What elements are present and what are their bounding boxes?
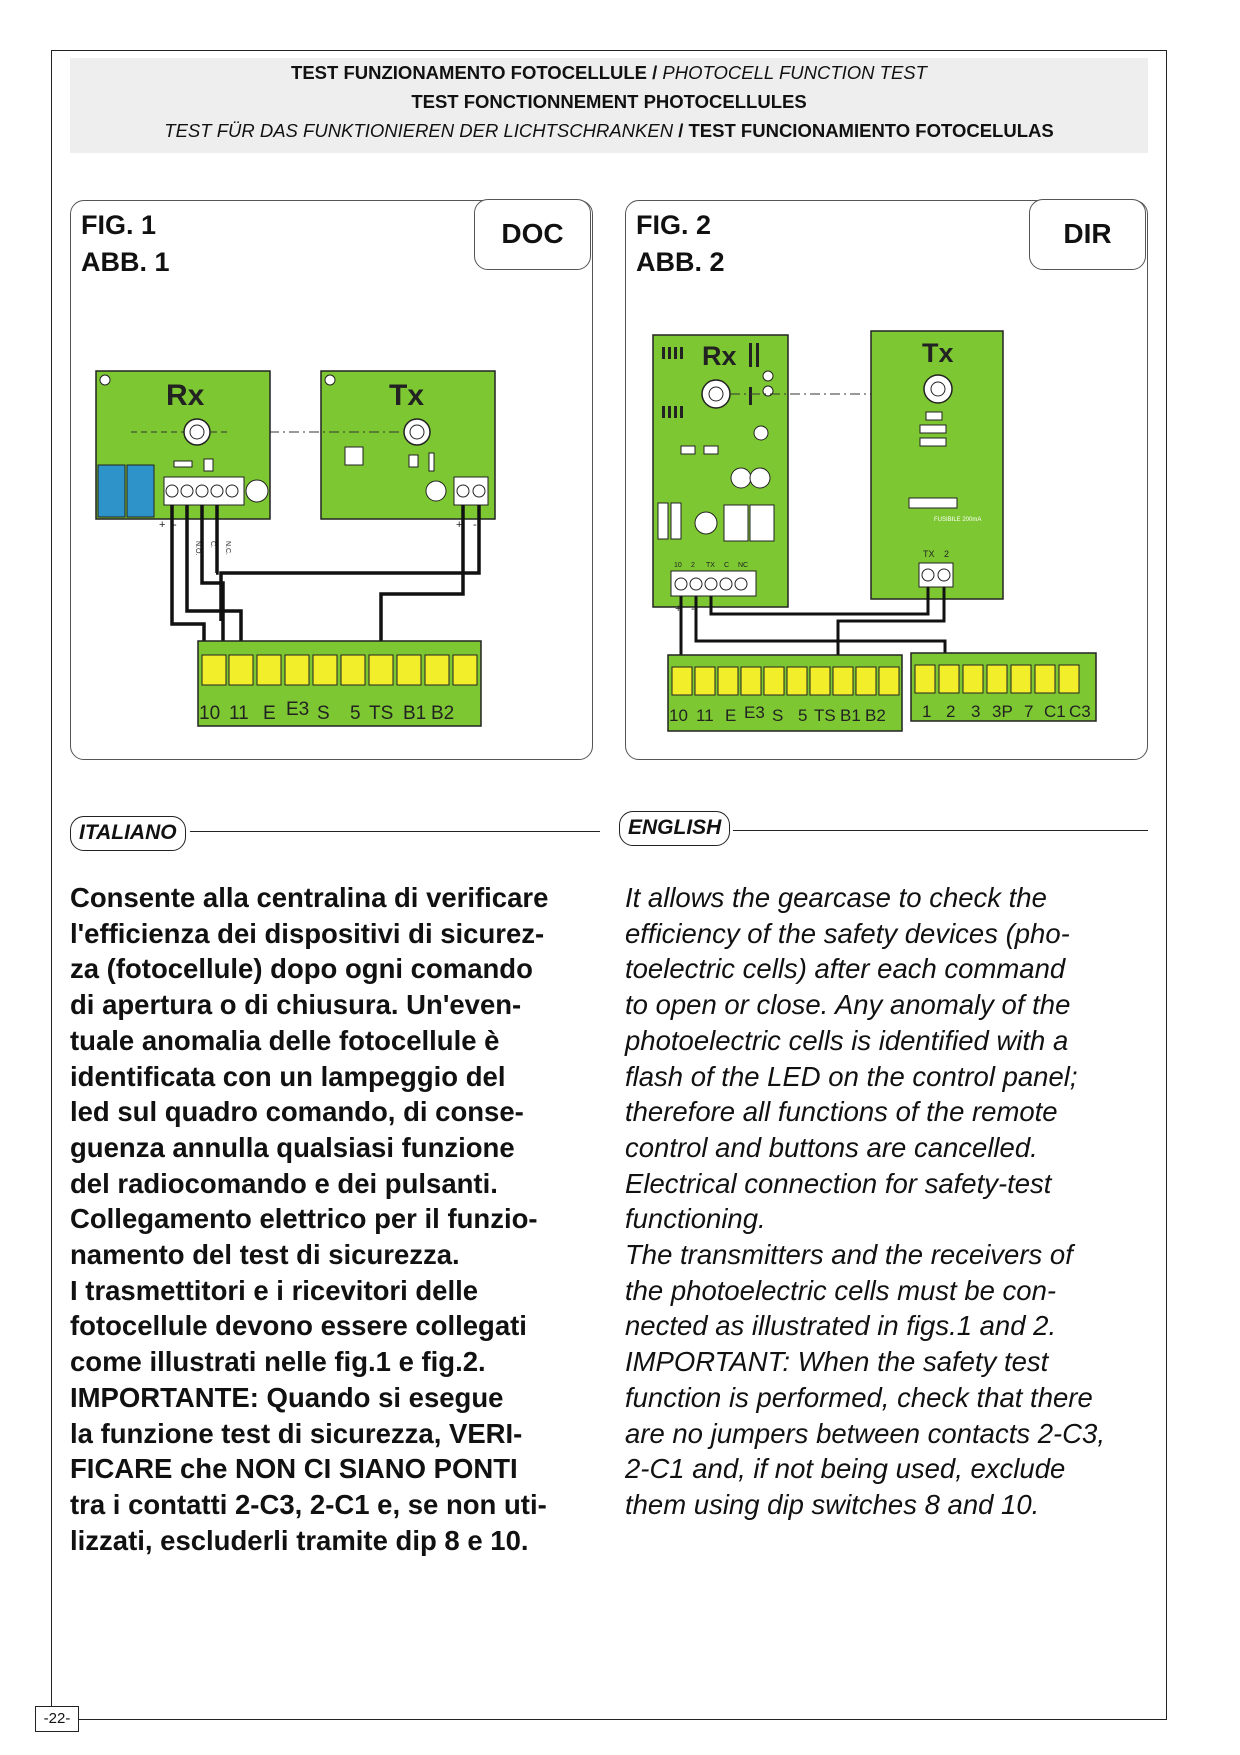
fig1-wiring-diagram bbox=[71, 201, 594, 761]
fig2-term-11: 11 bbox=[696, 706, 714, 725]
en-line: Electrical connection for safety-test bbox=[625, 1167, 1052, 1199]
it-line: la funzione test di sicurezza, VERI- bbox=[70, 1417, 523, 1449]
fig2-term-3: 3 bbox=[971, 702, 981, 721]
fig1-rx-term-c: C. bbox=[209, 541, 216, 548]
it-line: guenza annulla qualsiasi funzione bbox=[70, 1131, 515, 1163]
it-line: FICARE che NON CI SIANO PONTI bbox=[70, 1453, 518, 1485]
fig2-label bbox=[636, 207, 725, 281]
header-line-2 bbox=[70, 87, 1148, 116]
it-line: Consente alla centralina di verificare bbox=[70, 882, 549, 913]
fig2-term-c3: C3 bbox=[1069, 702, 1091, 721]
fig2-term-b1: B1 bbox=[840, 706, 861, 725]
fig2-term-1: 1 bbox=[922, 702, 932, 721]
fig1-tx-label: Tx bbox=[389, 379, 425, 412]
fig1-panel bbox=[70, 200, 593, 760]
fig2-term-7: 7 bbox=[1024, 702, 1034, 721]
header-title-en: PHOTOCELL FUNCTION TEST bbox=[657, 62, 927, 83]
italiano-text bbox=[70, 880, 600, 1558]
fig1-rx-term-no: N.O. bbox=[194, 541, 201, 556]
en-line: 2-C1 and, if not being used, exclude bbox=[625, 1453, 1066, 1485]
it-line: lizzati, escluderli tramite dip 8 e 10. bbox=[70, 1524, 529, 1556]
fig2-rx-term-2: 2 bbox=[691, 562, 695, 569]
fig2-rx-term-tx: TX bbox=[706, 562, 715, 569]
header-title-es: / TEST FUNCIONAMIENTO FOTOCELULAS bbox=[673, 120, 1054, 141]
fig2-tx-term-tx: TX bbox=[923, 549, 935, 559]
fig2-term-s: S bbox=[772, 706, 784, 725]
en-line: nected as illustrated in figs.1 and 2. bbox=[625, 1310, 1057, 1342]
header-title-fr: TEST FONCTIONNEMENT PHOTOCELLULES bbox=[411, 91, 807, 112]
fig2-title-de: ABB. 2 bbox=[636, 247, 725, 277]
en-line: control and buttons are cancelled. bbox=[625, 1131, 1038, 1163]
en-line: toelectric cells) after each command bbox=[625, 953, 1066, 985]
fig1-term-ts: TS bbox=[369, 703, 394, 724]
fig1-label bbox=[81, 207, 170, 281]
svg-text:+: + bbox=[456, 519, 463, 531]
fig1-term-e3: E3 bbox=[286, 699, 310, 720]
it-line: l'efficienza dei dispositivi di sicurez- bbox=[70, 917, 545, 949]
english-rule bbox=[733, 830, 1148, 831]
fig1-rx-label: Rx bbox=[166, 379, 205, 412]
en-line: to open or close. Any anomaly of the bbox=[625, 989, 1071, 1021]
svg-text:-: - bbox=[173, 519, 177, 531]
fig2-term-b2: B2 bbox=[865, 706, 886, 725]
svg-text:+: + bbox=[159, 519, 166, 531]
header-line-1 bbox=[70, 58, 1148, 87]
fig1-term-s: S bbox=[317, 703, 330, 724]
svg-text:+: + bbox=[675, 603, 682, 615]
it-line: namento del test di sicurezza. bbox=[70, 1239, 460, 1271]
it-line: led sul quadro comando, di conse- bbox=[70, 1096, 524, 1128]
it-line: del radiocomando e dei pulsanti. bbox=[70, 1167, 498, 1199]
fig2-tx-label: Tx bbox=[922, 338, 954, 368]
fig2-rx-term-10: 10 bbox=[674, 562, 682, 569]
fig1-rx-term-nc: N.C. bbox=[224, 541, 231, 555]
en-line: are no jumpers between contacts 2-C3, bbox=[625, 1417, 1105, 1449]
it-line: identificata con un lampeggio del bbox=[70, 1060, 506, 1092]
fig2-term-5: 5 bbox=[798, 706, 808, 725]
it-line: fotocellule devono essere collegati bbox=[70, 1310, 527, 1342]
fig1-term-10: 10 bbox=[199, 703, 221, 724]
en-line: therefore all functions of the remote bbox=[625, 1096, 1058, 1128]
en-line: functioning. bbox=[625, 1203, 766, 1235]
en-line: IMPORTANT: When the safety test bbox=[625, 1346, 1049, 1378]
it-line: za (fotocellule) dopo ogni comando bbox=[70, 953, 533, 985]
svg-text:-: - bbox=[942, 598, 946, 610]
english-tag: ENGLISH bbox=[619, 811, 730, 846]
en-line: The transmitters and the receivers of bbox=[625, 1239, 1073, 1271]
italiano-tag: ITALIANO bbox=[70, 816, 186, 851]
fig1-term-b1: B1 bbox=[403, 703, 427, 724]
fig2-wiring-diagram bbox=[626, 201, 1149, 761]
fig2-tx-term-2: 2 bbox=[944, 549, 950, 559]
it-line: Collegamento elettrico per il funzio- bbox=[70, 1203, 538, 1235]
fig1-title-de: ABB. 1 bbox=[81, 247, 170, 277]
fig2-badge-dir: DIR bbox=[1029, 199, 1146, 270]
fig2-term-2: 2 bbox=[946, 702, 956, 721]
fig2-rx-term-c: C bbox=[724, 562, 730, 569]
header-title-it: TEST FUNZIONAMENTO FOTOCELLULE / bbox=[291, 62, 658, 83]
fig2-panel bbox=[625, 200, 1148, 760]
en-line: It allows the gearcase to check the bbox=[625, 882, 1047, 913]
fig2-rx-term-nc: NC bbox=[738, 562, 749, 569]
fig1-term-11: 11 bbox=[229, 703, 249, 724]
fig1-term-5: 5 bbox=[350, 703, 361, 724]
fig2-term-3p: 3P bbox=[992, 702, 1013, 721]
it-line: come illustrati nelle fig.1 e fig.2. bbox=[70, 1346, 486, 1378]
fig2-term-c1: C1 bbox=[1044, 702, 1066, 721]
fig2-terminal-block-1 bbox=[668, 655, 902, 731]
fig2-terminal-block-2 bbox=[911, 653, 1096, 721]
fig2-title: FIG. 2 bbox=[636, 210, 712, 240]
en-line: flash of the LED on the control panel; bbox=[625, 1060, 1078, 1092]
fig2-tx-board bbox=[871, 331, 1003, 599]
en-line: them using dip switches 8 and 10. bbox=[625, 1488, 1040, 1520]
fig2-rx-board bbox=[653, 335, 788, 607]
fig2-term-e: E bbox=[725, 706, 737, 725]
fig1-title: FIG. 1 bbox=[81, 210, 157, 240]
it-line: tra i contatti 2-C3, 2-C1 e, se non uti- bbox=[70, 1488, 547, 1520]
fig1-term-b2: B2 bbox=[431, 703, 455, 724]
fig1-term-e: E bbox=[263, 703, 276, 724]
fig1-tx-board bbox=[321, 371, 495, 519]
it-line: IMPORTANTE: Quando si esegue bbox=[70, 1381, 504, 1413]
fig1-terminal-block bbox=[198, 641, 481, 726]
fig2-term-ts: TS bbox=[814, 706, 836, 725]
fig1-badge-doc: DOC bbox=[474, 199, 591, 270]
fig2-term-10: 10 bbox=[669, 706, 688, 725]
fig2-term-e3: E3 bbox=[744, 703, 765, 722]
en-line: function is performed, check that there bbox=[625, 1381, 1093, 1413]
en-line: efficiency of the safety devices (pho- bbox=[625, 917, 1070, 949]
it-line: tuale anomalia delle fotocellule è bbox=[70, 1024, 500, 1056]
en-line: photoelectric cells is identified with a bbox=[625, 1024, 1069, 1056]
english-text bbox=[625, 880, 1165, 1523]
italiano-rule bbox=[190, 831, 600, 832]
it-line: I trasmettitori e i ricevitori delle bbox=[70, 1274, 479, 1306]
fig2-rx-label: Rx bbox=[702, 341, 737, 371]
header-band bbox=[70, 58, 1148, 153]
svg-text:-: - bbox=[473, 519, 477, 531]
header-title-de: TEST FÜR DAS FUNKTIONIEREN DER LICHTSCHRANKEN bbox=[164, 120, 674, 141]
page-number: -22- bbox=[35, 1706, 79, 1732]
svg-text:-: - bbox=[691, 603, 695, 615]
header-line-3 bbox=[70, 116, 1148, 145]
fig1-rx-board bbox=[96, 371, 270, 519]
it-line: di apertura o di chiusura. Un'even- bbox=[70, 989, 522, 1021]
en-line: the photoelectric cells must be con- bbox=[625, 1274, 1057, 1306]
fig2-fuse-label: FUSIBILE 200mA bbox=[934, 517, 982, 523]
